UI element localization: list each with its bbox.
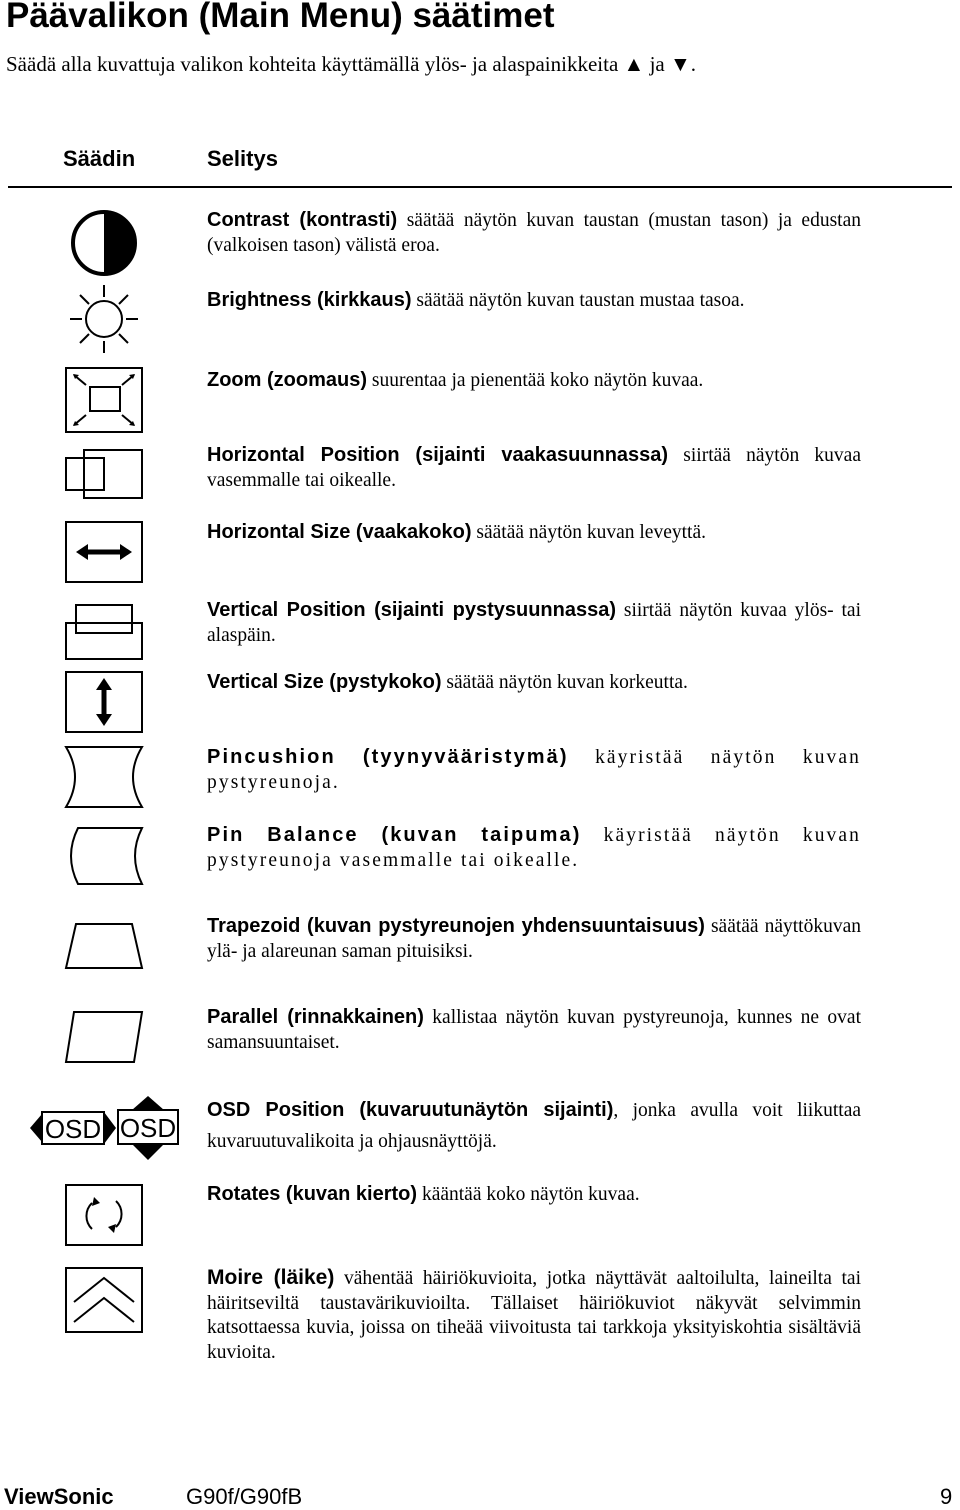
osd-label-right: OSD (119, 1113, 177, 1143)
pin-balance-icon (64, 826, 144, 886)
control-item (207, 1005, 861, 1055)
control-term: Horizontal Size (vaakakoko) (207, 521, 472, 543)
footer-model: G90f/G90fB (186, 1484, 303, 1509)
control-term: Pincushion (tyynyvääristymä) (207, 746, 569, 768)
control-term: Vertical Position (sijainti pystysuunnassa) (207, 599, 617, 621)
pincushion-icon (64, 745, 144, 809)
vertical-size-icon (64, 670, 144, 734)
trapezoid-icon (64, 922, 144, 970)
footer-brand: ViewSonic (4, 1484, 114, 1509)
control-description: kääntää koko näytön kuvaa. (417, 1184, 640, 1205)
control-term: Horizontal Position (sijainti vaakasuunnassa) (207, 444, 669, 466)
intro-text: Säädä alla kuvattuja valikon kohteita käyttämällä ylös- ja alaspainikkeita ▲ ja ▼. (6, 52, 697, 76)
page-number: 9 (940, 1484, 953, 1509)
control-term: Parallel (rinnakkainen) (207, 1006, 424, 1028)
horizontal-size-icon (64, 520, 144, 584)
control-description: vähentää häiriökuvioita, jotka näyttävät aaltoilulta, laineilta tai häiritseviltä taustavärikuvioilta. Tällaiset häiriökuviot näkyvät selvimmin katsottaessa kuvia, joissa on tiheää viivoitusta tai tarkkoja yksityiskohtia sisältäviä kuvioita. (207, 1268, 861, 1363)
control-description: säätää näyttökuvan ylä- ja alareunan saman pituisiksi. (207, 916, 862, 962)
control-description: säätää näytön kuvan korkeutta. (441, 672, 688, 693)
control-item (207, 208, 861, 258)
control-term: Pin Balance (kuvan taipuma) (207, 824, 582, 846)
control-item (207, 520, 861, 545)
control-description: suurentaa ja pienentää koko näytön kuvaa. (367, 370, 704, 391)
control-item (207, 368, 861, 393)
control-term: Trapezoid (kuvan pystyreunojen yhdensuuntaisuus) (207, 915, 705, 937)
zoom-icon (64, 366, 144, 434)
rotate-icon (64, 1183, 144, 1247)
control-item (207, 1095, 861, 1157)
moire-icon (64, 1266, 144, 1334)
control-item (207, 823, 861, 873)
control-term: Zoom (zoomaus) (207, 369, 367, 391)
control-item (207, 1182, 861, 1207)
osd-position-icon (28, 1094, 180, 1162)
control-term: Brightness (kirkkaus) (207, 289, 412, 311)
control-term: Rotates (kuvan kierto) (207, 1183, 418, 1205)
control-description: käyristää näytön kuvan pystyreunoja vasemmalle tai oikealle. (207, 825, 861, 871)
control-item (207, 443, 861, 493)
column-header-description: Selitys (207, 146, 278, 171)
contrast-icon (68, 210, 140, 276)
control-item (207, 288, 861, 313)
control-description: säätää näytön kuvan taustan mustaa tasoa. (411, 290, 745, 311)
control-term: Moire (läike) (207, 1266, 335, 1289)
control-description: käyristää näytön kuvan pystyreunoja. (207, 747, 861, 793)
osd-label-left: OSD (44, 1114, 102, 1144)
page-title: Päävalikon (Main Menu) säätimet (6, 0, 555, 35)
control-item (207, 914, 861, 964)
control-description: siirtää näytön kuvaa vasemmalle tai oikealle. (207, 445, 861, 491)
vertical-position-icon (64, 603, 144, 661)
control-item (207, 745, 861, 795)
control-term: Vertical Size (pystykoko) (207, 671, 442, 693)
control-term: OSD Position (kuvaruutunäytön sijainti) (207, 1099, 614, 1121)
header-divider (8, 186, 952, 188)
control-description: , jonka avulla voit liikuttaa kuvaruutuvalikoita ja ohjausnäyttöjä. (207, 1100, 861, 1152)
brightness-icon (68, 283, 140, 355)
control-term: Contrast (kontrasti) (207, 209, 398, 231)
control-description: säätää näytön kuvan taustan (mustan tason) ja edustan (valkoisen tason) välistä eroa. (207, 210, 861, 256)
control-item (207, 598, 861, 648)
parallel-icon (64, 1010, 144, 1064)
horizontal-position-icon (64, 448, 144, 500)
column-header-control: Säädin (63, 146, 136, 171)
control-item (207, 1266, 861, 1365)
control-item (207, 670, 861, 695)
control-description: säätää näytön kuvan leveyttä. (471, 522, 706, 543)
control-description: kallistaa näytön kuvan pystyreunoja, kunnes ne ovat samansuuntaiset. (207, 1007, 862, 1053)
control-description: siirtää näytön kuvaa ylös- tai alaspäin. (207, 600, 861, 646)
